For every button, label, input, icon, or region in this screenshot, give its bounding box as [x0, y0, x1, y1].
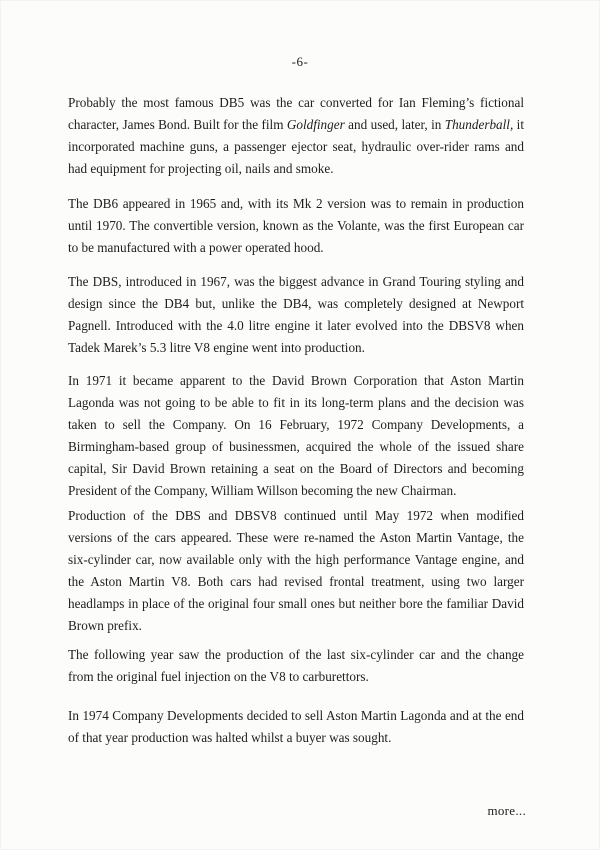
- continuation-marker: more...: [487, 803, 526, 818]
- paragraph-vantage-v8: Production of the DBS and DBSV8 continued until May 1972 when modified versions of the cars appeared. These were re-named the Aston Martin Vantage, the six-cylinder car, now available only with the high performance Vantage engine, and the Aston Martin V8. Both cars had revised frontal treatment, using two larger headlamps in place of the original four small ones but neither bore the familiar David Brown prefix.: [68, 508, 524, 633]
- paragraph-dbs: The DBS, introduced in 1967, was the biggest advance in Grand Touring styling and design since the DB4 but, unlike the DB4, was completely designed at Newport Pagnell. Introduced with the 4.0 litre engine it later evolved into the DBSV8 when Tadek Marek’s 5.3 litre V8 engine went into production.: [68, 274, 524, 355]
- paragraph-sale-1972: In 1971 it became apparent to the David Brown Corporation that Aston Martin Lagonda was not going to be able to fit in its long-term plans and the decision was taken to sell the Company. On 16 February, 1972 Company Developments, a Birmingham-based group of businessmen, acquired the whole of the issued share capital, Sir David Brown retaining a seat on the Board of Directors and becoming President of the Company, William Willson becoming the new Chairman.: [68, 373, 524, 498]
- paragraph-text: , it incorporated machine guns, a passenger ejector seat, hydraulic over-rider rams and had equipment for projecting oil, nails and smoke.: [68, 117, 524, 176]
- film-title-goldfinger: Goldfinger: [286, 117, 345, 132]
- paragraph-following-year: The following year saw the production of the last six-cylinder car and the change from the original fuel injection on the V8 to carburettors.: [68, 647, 524, 684]
- page-number: -6-: [291, 54, 309, 69]
- paragraph-text: Probably the most famous DB5 was the car converted for Ian Fleming’s fictional character, James Bond. Built for the film: [68, 95, 524, 132]
- paragraph-sale-1974: In 1974 Company Developments decided to sell Aston Martin Lagonda and at the end of that year production was halted whilst a buyer was sought.: [68, 708, 524, 745]
- paragraph-text: and used, later, in: [344, 117, 445, 132]
- paragraph-db6: The DB6 appeared in 1965 and, with its Mk 2 version was to remain in production until 1970. The convertible version, known as the Volante, was the first European car to be manufactured with a power operated hood.: [68, 196, 524, 255]
- paragraph-db5-james-bond: [68, 92, 524, 180]
- film-title-thunderball: Thunderball: [444, 117, 510, 132]
